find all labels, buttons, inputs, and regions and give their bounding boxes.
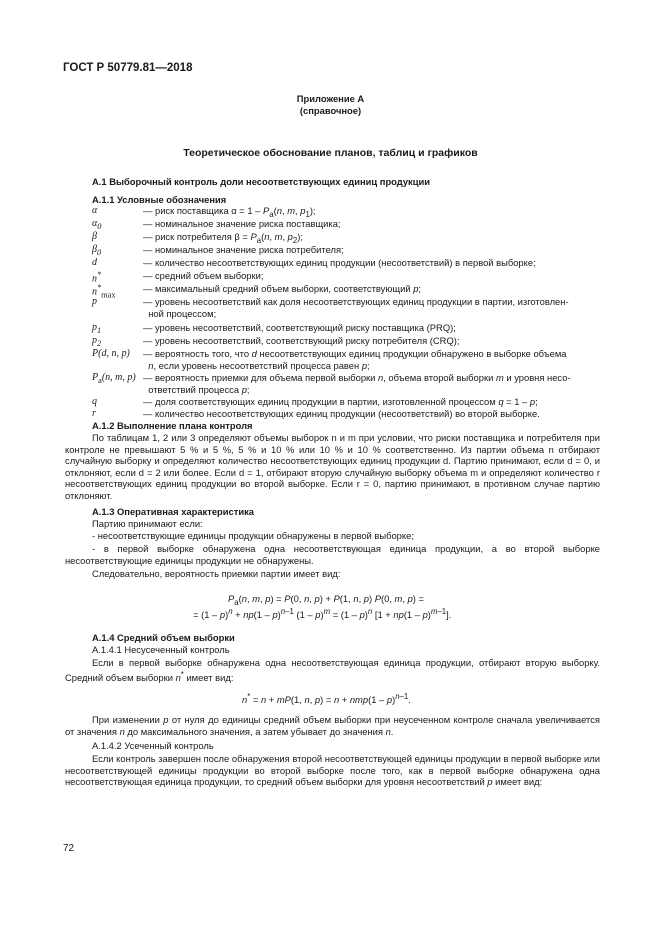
symbol: $p_1$	[92, 322, 102, 335]
page-number: 72	[63, 843, 75, 854]
paragraph-a141: Если в первой выборке обнаружена одна несоответствующая единица продукции, отбирают вторую выборку. Средний объем выборки n* имеет вид:	[65, 657, 600, 683]
paragraph-a142: Если контроль завершен после обнаружения второй несоответствующей единицы продукции в первой выборке или несоответствующей единицы продукции во второй выборке после того, как в первой выборке обнаружена одна несоответствующая единица продукции, то средний объем выборки для уровня несоответствий p имеет вид:	[65, 753, 600, 788]
a13-intro: Партию принимают если:	[92, 518, 203, 529]
document-header: ГОСТ Р 50779.81—2018	[63, 62, 193, 74]
symbol: r	[92, 408, 96, 419]
symbol-desc: — максимальный средний объем выборки, соответствующий p;	[143, 283, 422, 294]
symbol: p	[92, 296, 97, 307]
symbol: q	[92, 396, 97, 407]
a13-conclusion: Следовательно, вероятность приемки партии имеет вид:	[92, 568, 341, 579]
symbol-desc: — доля соответствующих единиц продукции в партии, изготовленной процессом q = 1 – p;	[143, 396, 538, 407]
symbol-desc: — вероятность приемки для объема первой выборки n, объема второй выборки m и уровня несо- ответствий процесса p;	[143, 372, 571, 395]
paragraph-a12: По таблицам 1, 2 или 3 определяют объемы выборок n и m при условии, что риски поставщика и потребителя при контроле не превышают 5 % и 5 %, 5 % и 10 % или 10 % и 10 % соответственно. Из партии объема n отбирают случайную выборку и определяют количество несоответствующих единиц продукции d. Партию принимают, если d = 0, и отклоняют, если d = 2 или более. Если d = 1, отбирают вторую случайную выборку объема m и определяют количество r несоответствующих единиц продукции во второй выборке. Если r = 0, партию принимают, в противном случае партию отклоняют.	[65, 432, 600, 501]
symbol: $p_2$	[92, 335, 102, 348]
symbol: P(d, n, p)	[92, 348, 130, 359]
symbol-desc: — номинальное значение риска потребителя;	[143, 244, 344, 255]
symbol-desc: — номинальное значение риска поставщика;	[143, 218, 341, 229]
symbol-desc: — риск потребителя $\beta = P_a(n$, m, $p_2$);	[143, 231, 303, 245]
section-a14-heading: А.1.4 Средний объем выборки	[92, 632, 235, 643]
symbol: n*	[92, 270, 102, 285]
symbol: β	[92, 231, 97, 242]
symbol-desc: — вероятность того, что d несоответствующих единиц продукции обнаружено в выборке объема n, если уровень несоответствий процесса равен p;	[143, 348, 567, 371]
symbol-desc: — средний объем выборки;	[143, 270, 264, 281]
formula-acceptance-line2: = (1 – p)$^n$ + np(1 – p)$^{n-1}$ (1 – p)$^m$ = (1 – p)$^n$ [1 + np(1 – p)$^{m-1}$].	[193, 607, 452, 621]
symbol: $P_a(n$, m, p)	[92, 372, 136, 385]
symbol: $n^*_{max}$	[92, 283, 116, 300]
section-a11-heading: А.1.1 Условные обозначения	[92, 194, 227, 205]
main-title: Теоретическое обоснование планов, таблиц и графиков	[183, 147, 478, 159]
symbol: $\beta_0$	[92, 244, 102, 257]
symbol-desc: — количество несоответствующих единиц продукции (несоответствий) во второй выборке.	[143, 408, 540, 419]
appendix-subtitle: (справочное)	[299, 105, 362, 116]
section-a142-heading: А.1.4.2 Усеченный контроль	[92, 740, 214, 751]
symbol-desc: — уровень несоответствий как доля несоответствующих единиц продукции в партии, изготовлен- ной процессом;	[143, 296, 569, 319]
section-a13-heading: А.1.3 Оперативная характеристика	[92, 506, 255, 517]
a13-item-2: - в первой выборке обнаружена одна несоответствующая единица продукции, а во второй выборке несоответствующие единицы продукции не обнаружены.	[65, 543, 600, 566]
a13-item-1: - несоответствующие единицы продукции обнаружены в первой выборке;	[92, 530, 414, 541]
symbol: α	[92, 205, 98, 216]
section-a12-heading: А.1.2 Выполнение плана контроля	[92, 420, 253, 431]
symbol-desc: — количество несоответствующих единиц продукции (несоответствий) в первой выборке;	[143, 257, 536, 268]
formula-mean-sample: n* = n + mP(1, n, p) = n + nmp(1 – p)$^{n-1}$.	[242, 692, 411, 706]
section-a141-heading: А.1.4.1 Несусеченный контроль	[92, 644, 230, 655]
appendix-title: Приложение А	[296, 93, 365, 104]
symbol-desc: — уровень несоответствий, соответствующий риску поставщика (PRQ);	[143, 322, 456, 333]
section-a1-heading: А.1 Выборочный контроль доли несоответствующих единиц продукции	[92, 176, 431, 187]
symbol-desc: — риск поставщика $\alpha = 1 - P_a(n$, m, $p_1$);	[143, 205, 316, 219]
symbol-desc: — уровень несоответствий, соответствующий риску потребителя (CRQ);	[143, 335, 460, 346]
formula-acceptance-line1: $P_a(n$, m, p) = P(0, n, p) + P(1, n, p) P(0, m, p) =	[228, 593, 424, 607]
paragraph-a141b: При изменении p от нуля до единицы средний объем выборки при неусеченном контроле сначала увеличивается от значения n до максимального значения, а затем убывает до значения n.	[65, 714, 600, 737]
symbol: $\alpha_0$	[92, 218, 102, 231]
symbol: d	[92, 257, 97, 268]
